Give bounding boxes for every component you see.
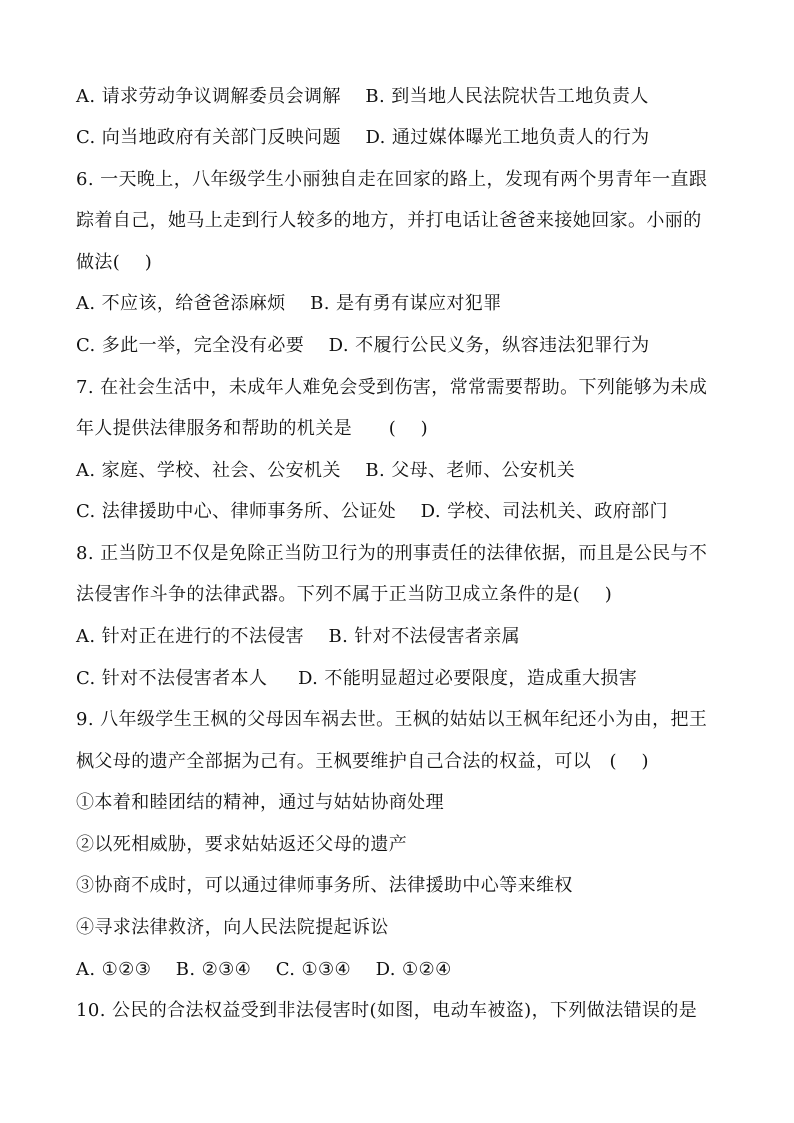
- q6-stem-line-2: 踪着自己，她马上走到行人较多的地方，并打电话让爸爸来接她回家。小丽的: [76, 210, 702, 231]
- q6-stem-line-3: 做法( ): [76, 252, 153, 273]
- q7-options-cd: C. 法律援助中心、律师事务所、公证处 D. 学校、司法机关、政府部门: [76, 501, 668, 522]
- q6-options-ab: A. 不应该，给爸爸添麻烦 B. 是有勇有谋应对犯罪: [76, 293, 502, 314]
- q10-stem-line-1: 10. 公民的合法权益受到非法侵害时(如图，电动车被盗)，下列做法错误的是: [76, 1000, 698, 1021]
- q9-stem-line-2: 枫父母的遗产全部据为己有。王枫要维护自己合法的权益，可以 ( ): [76, 751, 649, 772]
- q6-stem-line-1: 6. 一天晚上，八年级学生小丽独自走在回家的路上，发现有两个男青年一直跟: [76, 169, 708, 190]
- q9-statement-1: ①本着和睦团结的精神，通过与姑姑协商处理: [76, 792, 444, 813]
- q8-stem-line-2: 法侵害作斗争的法律武器。下列不属于正当防卫成立条件的是( ): [76, 584, 613, 605]
- q5-options-cd: C. 向当地政府有关部门反映问题 D. 通过媒体曝光工地负责人的行为: [76, 127, 650, 148]
- q9-stem-line-1: 9. 八年级学生王枫的父母因车祸去世。王枫的姑姑以王枫年纪还小为由，把王: [76, 709, 708, 730]
- q7-stem-line-1: 7. 在社会生活中，未成年人难免会受到伤害，常常需要帮助。下列能够为未成: [76, 377, 708, 398]
- q9-statement-4: ④寻求法律救济，向人民法院提起诉讼: [76, 917, 389, 938]
- q6-options-cd: C. 多此一举，完全没有必要 D. 不履行公民义务，纵容违法犯罪行为: [76, 335, 650, 356]
- q8-stem-line-1: 8. 正当防卫不仅是免除正当防卫行为的刑事责任的法律依据，而且是公民与不: [76, 543, 708, 564]
- q9-statement-3: ③协商不成时，可以通过律师事务所、法律援助中心等来维权: [76, 875, 573, 896]
- q7-options-ab: A. 家庭、学校、社会、公安机关 B. 父母、老师、公安机关: [76, 460, 576, 481]
- q9-options: A. ①②③ B. ②③④ C. ①③④ D. ①②④: [76, 959, 452, 980]
- q9-statement-2: ②以死相威胁，要求姑姑返还父母的遗产: [76, 834, 408, 855]
- q7-stem-line-2: 年人提供法律服务和帮助的机关是 ( ): [76, 418, 429, 439]
- q5-options-ab: A. 请求劳动争议调解委员会调解 B. 到当地人民法院状告工地负责人: [76, 86, 649, 107]
- q8-options-cd: C. 针对不法侵害者本人 D. 不能明显超过必要限度，造成重大损害: [76, 668, 638, 689]
- q8-options-ab: A. 针对正在进行的不法侵害 B. 针对不法侵害者亲属: [76, 626, 520, 647]
